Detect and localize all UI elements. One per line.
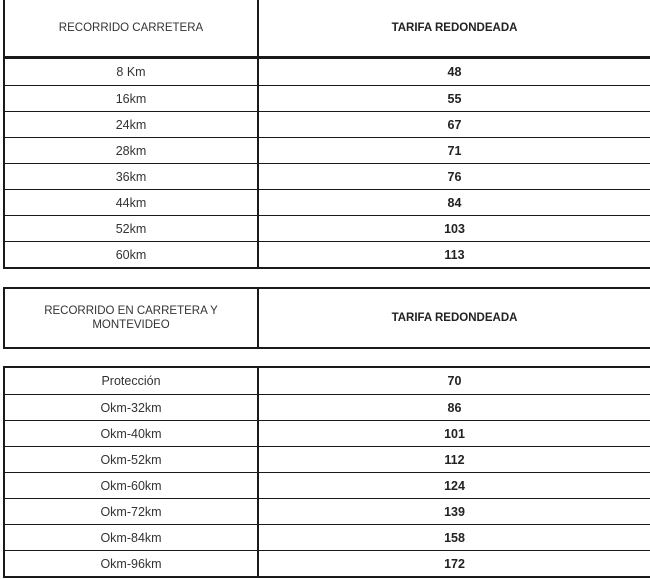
table-row [5, 137, 650, 163]
fare-cell: 158 [444, 530, 465, 545]
fare-cell: 86 [447, 400, 462, 415]
table2-body [3, 366, 650, 578]
table1-body [3, 57, 650, 269]
route-cell: Okm-32km [5, 395, 259, 420]
fare-cell: 113 [444, 247, 465, 262]
route-cell: 44km [5, 190, 259, 215]
route-cell: 36km [5, 164, 259, 189]
route-cell: 28km [5, 138, 259, 163]
route-cell: 16km [5, 86, 259, 111]
route-cell: Okm-84km [5, 525, 259, 550]
fare-cell: 84 [447, 195, 462, 210]
table2-fare-header: TARIFA REDONDEADA [391, 312, 518, 324]
table-row [5, 215, 650, 241]
route-cell: 52km [5, 216, 259, 241]
fare-cell: 55 [447, 91, 462, 106]
table1-fare-header: TARIFA REDONDEADA [391, 22, 518, 34]
route-cell: 24km [5, 112, 259, 137]
table2-route-header: RECORRIDO EN CARRETERA Y MONTEVIDEO [5, 289, 259, 347]
table1-route-header: RECORRIDO CARRETERA [5, 0, 259, 56]
table-row [5, 420, 650, 446]
route-cell: Okm-52km [5, 447, 259, 472]
table-row [5, 59, 650, 85]
table2-header [3, 287, 650, 349]
fare-cell: 76 [447, 169, 462, 184]
table-row [5, 498, 650, 524]
fare-cell: 101 [444, 426, 465, 441]
table-row [5, 446, 650, 472]
table-row [5, 189, 650, 215]
route-cell: Okm-72km [5, 499, 259, 524]
table-row [5, 241, 650, 267]
fare-cell: 67 [447, 117, 462, 132]
fare-cell: 139 [444, 504, 465, 519]
table-row [5, 472, 650, 498]
fare-cell: 71 [447, 143, 462, 158]
table1-header [3, 0, 650, 58]
table-row [5, 111, 650, 137]
route-cell: Okm-96km [5, 551, 259, 576]
fare-cell: 112 [444, 452, 465, 467]
table-row [5, 550, 650, 576]
fare-cell: 124 [444, 478, 465, 493]
route-cell: Protección [5, 368, 259, 394]
table-row [5, 524, 650, 550]
fare-cell: 103 [444, 221, 465, 236]
table-row [5, 394, 650, 420]
fare-cell: 172 [444, 556, 465, 571]
route-cell: Okm-60km [5, 473, 259, 498]
table-row [5, 368, 650, 394]
fare-cell: 48 [447, 65, 462, 79]
route-cell: 8 Km [5, 59, 259, 85]
route-cell: 60km [5, 242, 259, 267]
table-row [5, 163, 650, 189]
fare-cell: 70 [447, 374, 462, 388]
route-cell: Okm-40km [5, 421, 259, 446]
table-row [5, 85, 650, 111]
